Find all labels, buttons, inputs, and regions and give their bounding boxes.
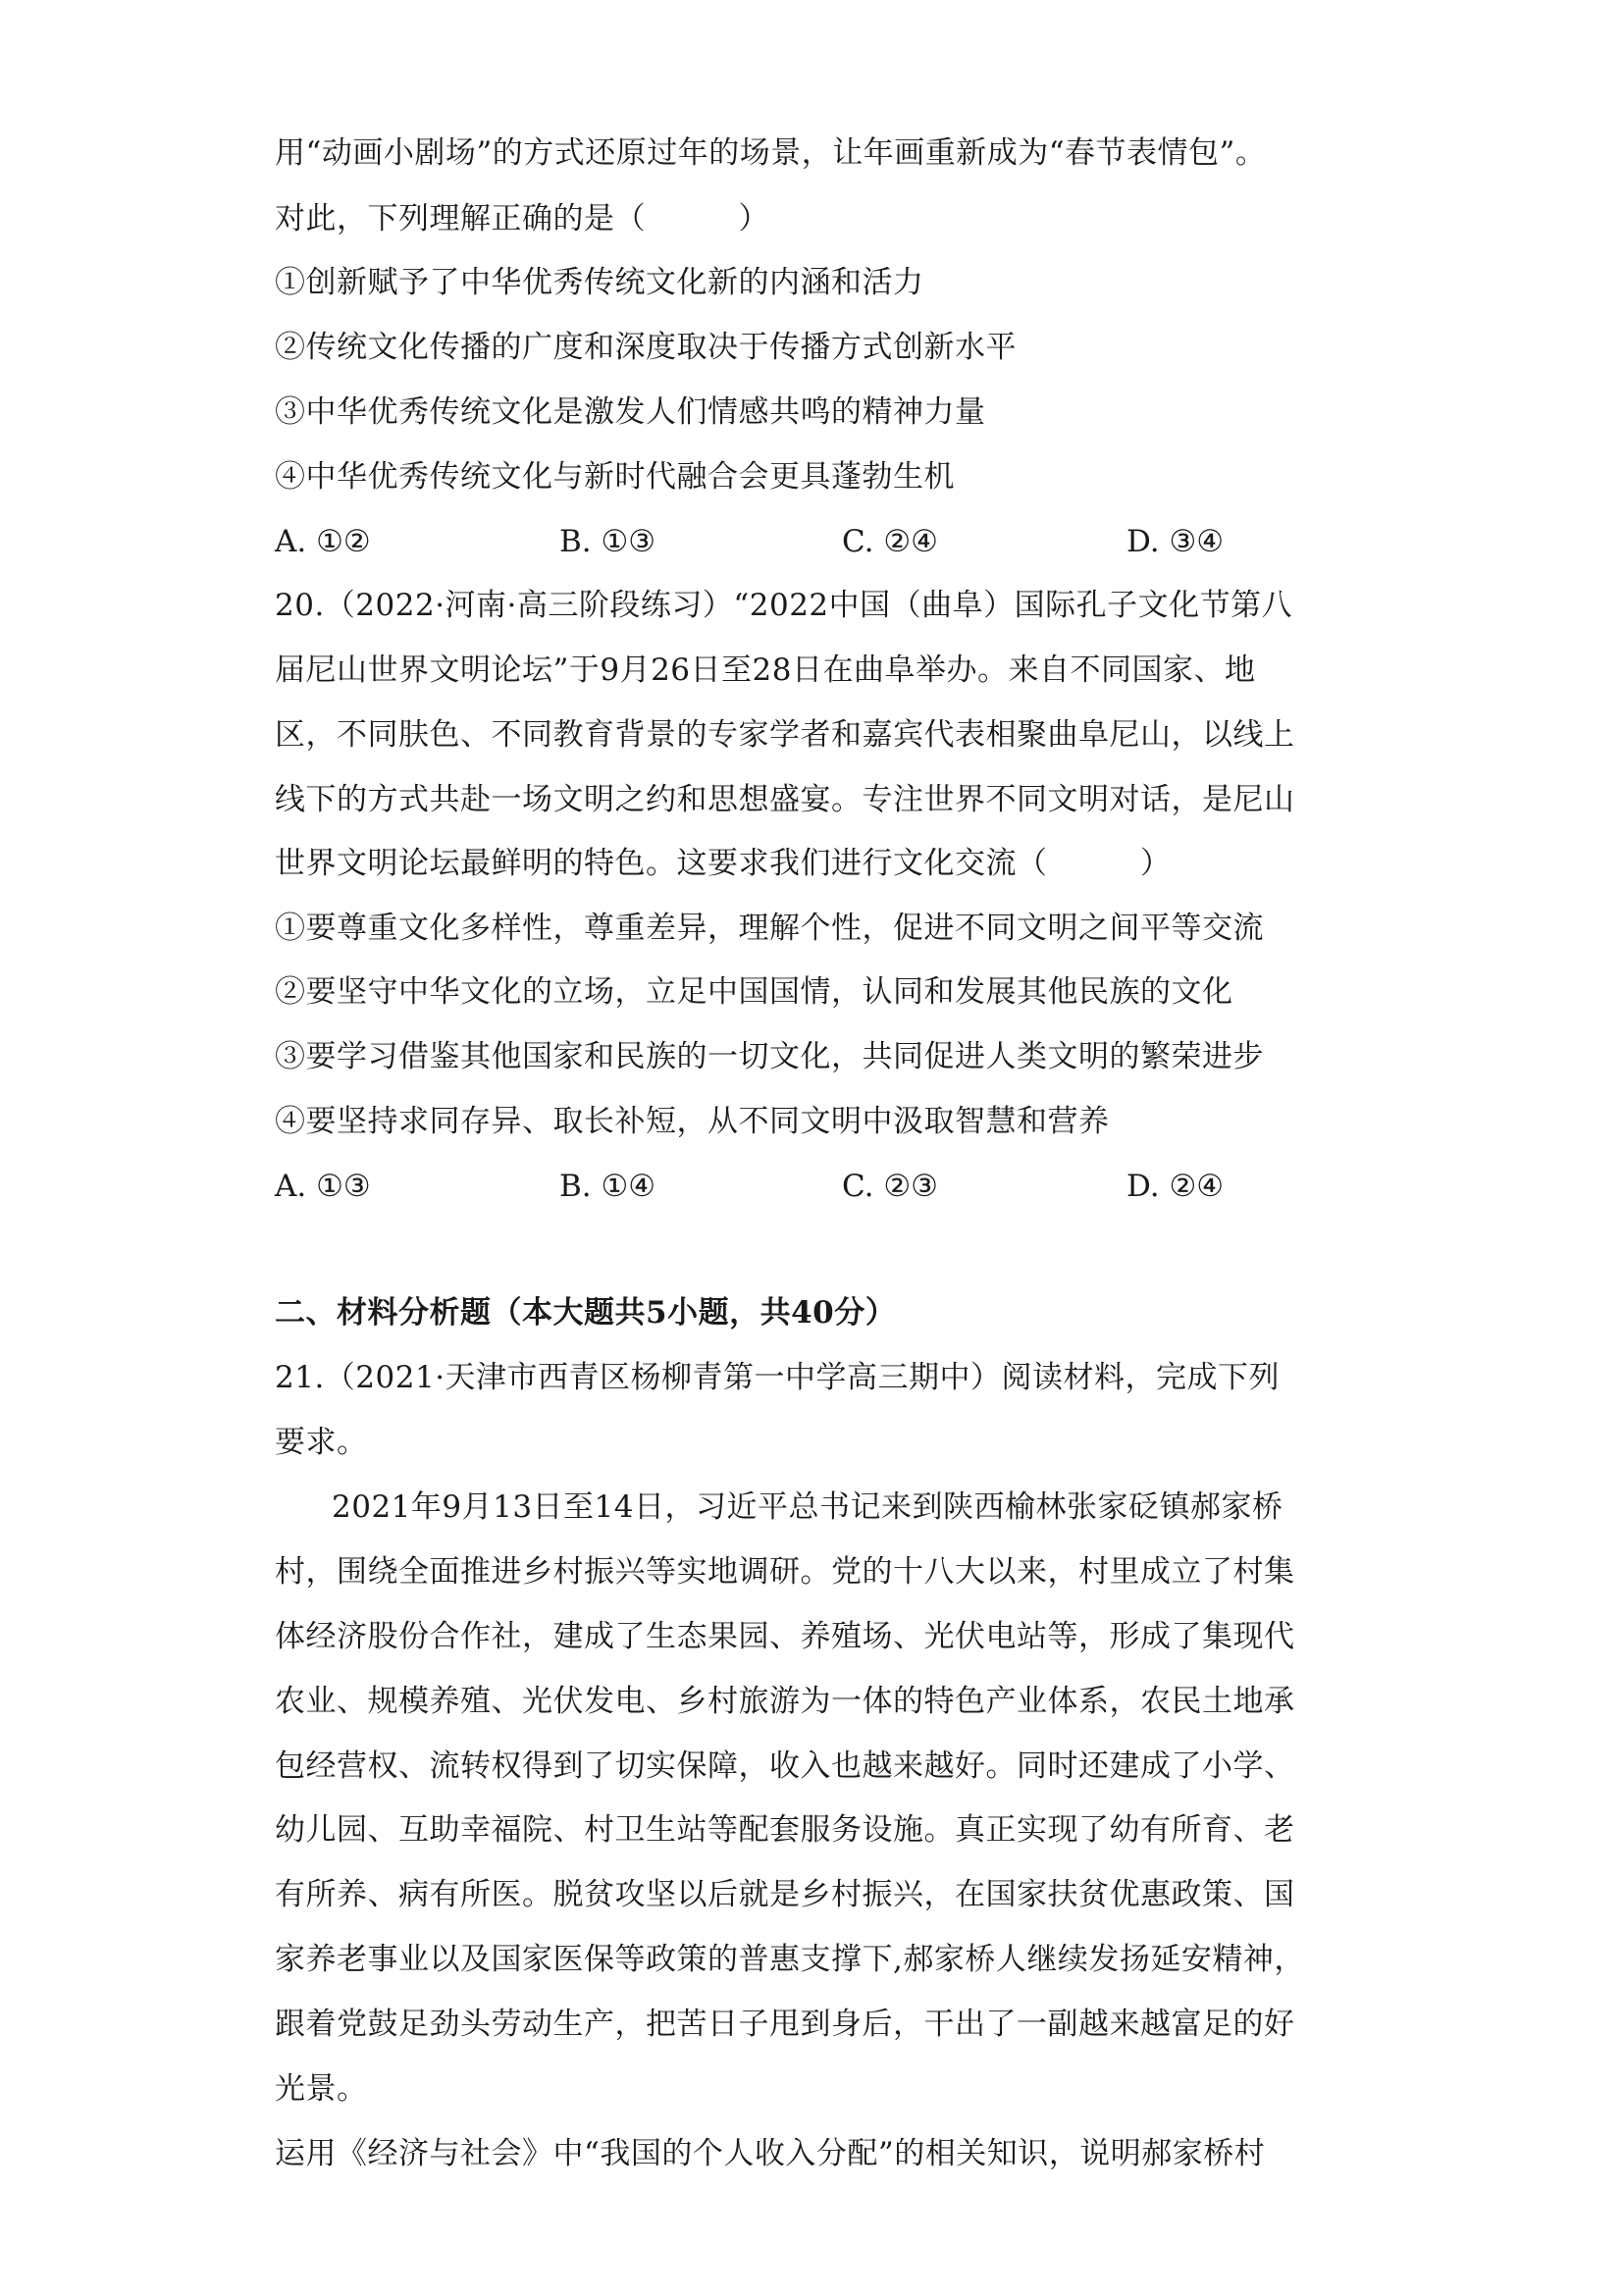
q20-stem-line-2: 届尼山世界文明论坛”于9月26日至28日在曲阜举办。来自不同国家、地 xyxy=(275,652,1256,688)
q19-option-d: D. ③④ xyxy=(1126,524,1225,559)
q21-material-line-7: 有所养、病有所医。脱贫攻坚以后就是乡村振兴，在国家扶贫优惠政策、国 xyxy=(275,1877,1295,1912)
q20-item-3: ③要学习借鉴其他国家和民族的一切文化，共同促进人类文明的繁荣进步 xyxy=(275,1039,1264,1074)
q21-material-line-1: 2021年9月13日至14日，习近平总书记来到陕西榆林张家砭镇郝家桥 xyxy=(332,1489,1283,1525)
section-heading: 二、材料分析题（本大题共5小题，共40分） xyxy=(275,1295,897,1331)
q21-header-line-2: 要求。 xyxy=(275,1425,368,1460)
q19-option-c: C. ②④ xyxy=(842,524,938,559)
q19-item-3: ③中华优秀传统文化是激发人们情感共鸣的精神力量 xyxy=(275,394,986,430)
q21-question-line: 运用《经济与社会》中“我国的个人收入分配”的相关知识，说明郝家桥村 xyxy=(275,2136,1266,2171)
q21-material-line-6: 幼儿园、互助幸福院、村卫生站等配套服务设施。真正实现了幼有所育、老 xyxy=(275,1812,1295,1848)
q21-material-line-8: 家养老事业以及国家医保等政策的普惠支撑下,郝家桥人继续发扬延安精神， xyxy=(275,1942,1305,1977)
q20-stem-line-1: 20.（2022·河南·高三阶段练习）“2022中国（曲阜）国际孔子文化节第八 xyxy=(275,588,1293,623)
q20-item-1: ①要尊重文化多样性，尊重差异，理解个性，促进不同文明之间平等交流 xyxy=(275,911,1264,946)
q20-option-d: D. ②④ xyxy=(1126,1169,1225,1204)
q21-header-line-1: 21.（2021·天津市西青区杨柳青第一中学高三期中）阅读材料，完成下列 xyxy=(275,1360,1281,1395)
q20-option-c: C. ②③ xyxy=(842,1169,938,1204)
q21-material-line-9: 跟着党鼓足劲头劳动生产，把苦日子甩到身后，干出了一副越来越富足的好 xyxy=(275,2007,1295,2042)
q20-option-a: A. ①③ xyxy=(275,1169,371,1204)
q20-stem-line-5: 世界文明论坛最鲜明的特色。这要求我们进行文化交流（ ） xyxy=(275,846,1172,881)
q19-item-2: ②传统文化传播的广度和深度取决于传播方式创新水平 xyxy=(275,330,1017,365)
q20-item-2: ②要坚守中华文化的立场，立足中国国情，认同和发展其他民族的文化 xyxy=(275,974,1233,1010)
q19-stem-line-1: 用“动画小剧场”的方式还原过年的场景，让年画重新成为“春节表情包”。 xyxy=(275,135,1267,171)
q20-option-b: B. ①④ xyxy=(559,1169,656,1204)
q19-option-a: A. ①② xyxy=(275,524,371,559)
q19-option-b: B. ①③ xyxy=(559,524,656,559)
q20-item-4: ④要坚持求同存异、取长补短，从不同文明中汲取智慧和营养 xyxy=(275,1104,1110,1139)
q21-material-line-3: 体经济股份合作社，建成了生态果园、养殖场、光伏电站等，形成了集现代 xyxy=(275,1619,1295,1654)
q19-stem-line-2: 对此，下列理解正确的是（ ） xyxy=(275,201,769,236)
q20-stem-line-4: 线下的方式共赴一场文明之约和思想盛宴。专注世界不同文明对话，是尼山 xyxy=(275,782,1295,817)
q19-item-1: ①创新赋予了中华优秀传统文化新的内涵和活力 xyxy=(275,265,924,300)
q21-material-line-2: 村，围绕全面推进乡村振兴等实地调研。党的十八大以来，村里成立了村集 xyxy=(275,1554,1295,1590)
q19-item-4: ④中华优秀传统文化与新时代融合会更具蓬勃生机 xyxy=(275,459,955,495)
q20-stem-line-3: 区，不同肤色、不同教育背景的专家学者和嘉宾代表相聚曲阜尼山，以线上 xyxy=(275,717,1295,753)
q21-material-line-5: 包经营权、流转权得到了切实保障，收入也越来越好。同时还建成了小学、 xyxy=(275,1748,1295,1784)
q21-material-line-10: 光景。 xyxy=(275,2071,368,2107)
q21-material-line-4: 农业、规模养殖、光伏发电、乡村旅游为一体的特色产业体系，农民土地承 xyxy=(275,1684,1295,1719)
